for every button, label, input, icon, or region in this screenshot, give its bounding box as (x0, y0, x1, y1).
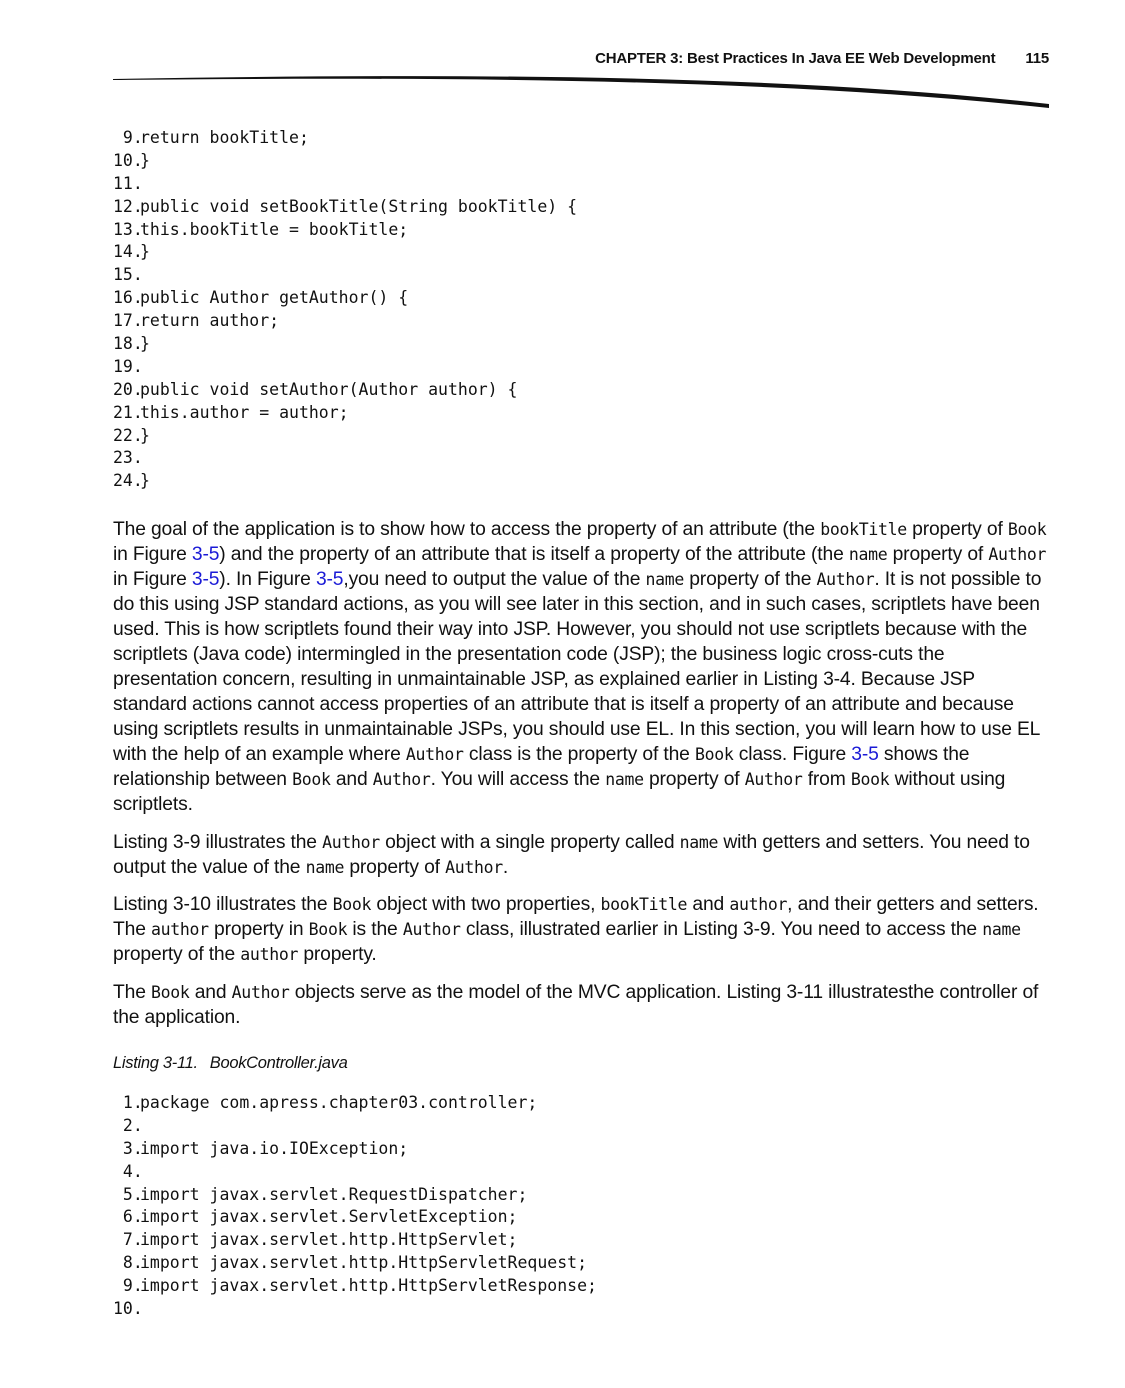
code-line (113, 470, 577, 493)
inline-code: Book (150, 983, 190, 1002)
line-number: 21. (113, 402, 143, 422)
inline-code: name (982, 920, 1021, 939)
code-text: public Author getAuthor() { (140, 288, 409, 308)
code-block-top (113, 127, 577, 493)
line-number: 7. (113, 1230, 143, 1250)
code-line (113, 1161, 597, 1184)
paragraph-text (113, 980, 1053, 1030)
code-line (113, 425, 577, 448)
text-run: in Figure (113, 544, 192, 565)
code-line (113, 310, 577, 333)
code-text: package com.apress.chapter03.controller; (140, 1093, 538, 1112)
code-line (113, 1206, 597, 1229)
code-text: import javax.servlet.ServletException; (140, 1207, 518, 1227)
inline-code: name (305, 858, 345, 877)
inline-code: name (679, 833, 719, 852)
text-run: and (687, 894, 730, 915)
inline-code: name (645, 570, 685, 589)
inline-code: Book (694, 745, 734, 764)
text-run: ,you need to output the value of the (343, 569, 646, 590)
code-text: public void setAuthor(Author author) { (140, 379, 518, 399)
inline-code: Book (332, 895, 372, 914)
body-paragraph-2 (113, 830, 1053, 880)
code-text: import javax.servlet.RequestDispatcher; (140, 1184, 528, 1204)
inline-code: Book (1007, 520, 1047, 539)
line-number: 1. (113, 1093, 143, 1112)
inline-code: Book (292, 770, 331, 789)
code-line (113, 1092, 597, 1115)
inline-code: Author (988, 545, 1047, 564)
text-run: is the (347, 919, 403, 940)
code-line (113, 241, 577, 264)
code-text: import javax.servlet.http.HttpServlet; (140, 1230, 518, 1250)
inline-code: Author (322, 833, 380, 852)
body-paragraph-1 (113, 517, 1053, 817)
code-line (113, 447, 577, 470)
inline-code: bookTitle (600, 895, 688, 914)
line-number: 10. (113, 150, 143, 170)
figure-reference-link[interactable]: 3-5 (191, 569, 220, 590)
text-run: ) and the property of an attribute that is itself a property of the attribute (the (219, 544, 849, 565)
line-number: 4. (113, 1161, 143, 1181)
line-number: 12. (113, 196, 143, 216)
code-text: this.bookTitle = bookTitle; (140, 219, 409, 239)
text-run: property of (906, 519, 1008, 540)
code-text: } (140, 471, 150, 491)
inline-code: author (150, 920, 209, 939)
line-number: 13. (113, 219, 143, 239)
code-text: } (140, 242, 150, 262)
line-number: 8. (113, 1253, 143, 1273)
code-text: import java.io.IOException; (140, 1138, 409, 1158)
text-run: ). In Figure (219, 569, 316, 590)
header-rule (0, 0, 1125, 120)
text-run: property of (643, 769, 745, 790)
code-block-bottom (113, 1092, 597, 1321)
line-number: 9. (113, 1276, 143, 1296)
code-text: } (140, 150, 150, 170)
code-line (113, 1298, 597, 1321)
code-line (113, 356, 577, 379)
paragraph-text (113, 517, 1053, 817)
line-number: 6. (113, 1207, 143, 1227)
text-run: objects serve as the model of the MVC application. Listing 3-11 illustratesthe controller of the application. (113, 982, 1039, 1028)
line-number: 23. (113, 448, 143, 468)
line-number: 2. (113, 1115, 143, 1135)
text-run: property in (208, 919, 309, 940)
line-number: 5. (113, 1184, 143, 1204)
line-number: 9. (113, 128, 143, 147)
line-number: 10. (113, 1299, 143, 1319)
figure-reference-link[interactable]: 3-5 (191, 544, 220, 565)
line-number: 11. (113, 173, 143, 193)
body-paragraph-4 (113, 980, 1053, 1030)
text-run: shows the relationship between (113, 744, 970, 790)
code-line (113, 1184, 597, 1207)
text-run: from (802, 769, 851, 790)
text-run: The goal of the application is to show how to access the property of an attribute (the (113, 519, 821, 540)
code-line (113, 1252, 597, 1275)
code-text: return author; (140, 311, 280, 331)
text-run: . You will access the (430, 769, 606, 790)
text-run: Listing 3-9 illustrates the (113, 832, 323, 853)
text-run: and (189, 982, 232, 1003)
inline-code: name (848, 545, 888, 564)
inline-code: Author (402, 920, 461, 939)
text-run: class, illustrated earlier in Listing 3-9. You need to access the (460, 919, 983, 940)
inline-code: name (605, 770, 644, 789)
code-line (113, 1138, 597, 1161)
line-number: 15. (113, 265, 143, 285)
line-number: 14. (113, 242, 143, 262)
paragraph-text (113, 830, 1053, 880)
inline-code: bookTitle (820, 520, 907, 539)
code-line (113, 1229, 597, 1252)
code-line (113, 173, 577, 196)
text-run: property. (298, 944, 377, 965)
code-text: return bookTitle; (140, 128, 309, 147)
figure-reference-link[interactable]: 3-5 (851, 744, 879, 765)
text-run: class is the property of the (463, 744, 695, 765)
text-run: Listing 3-10 illustrates the (113, 894, 333, 915)
code-text: } (140, 334, 150, 354)
line-number: 19. (113, 356, 143, 376)
inline-code: Book (308, 920, 348, 939)
text-run: without using scriptlets. (113, 769, 1006, 815)
text-run: . It is not possible to do this using JSP standard actions, as you will see later in this section, and in such cases, scriptlets have been used. This is how scriptlets found their way into JSP. However, you should not use scriptlets because with the scriptlets (Java code) intermingled in the presentation code (JSP); the business logic cross-cuts the presentation concern, resulting in unmaintainable JSP, as explained earlier in Listing 3-4. Because JSP standard actions cannot access properties of an attribute that is itself a property of an attribute and because using scriptlets results in unmaintainable JSPs, you should use EL. In this section, you will learn how to use EL with the help of an example where (113, 569, 1042, 765)
code-line (113, 127, 577, 150)
text-run: object with a single property called (379, 832, 680, 853)
listing-title: BookController.java (209, 1054, 348, 1072)
line-number: 20. (113, 379, 143, 399)
code-text: import javax.servlet.http.HttpServletResponse; (140, 1276, 597, 1296)
code-line (113, 219, 577, 242)
code-text: public void setBookTitle(String bookTitle) { (140, 196, 578, 216)
line-number: 22. (113, 425, 143, 445)
paragraph-text (113, 892, 1053, 967)
line-number: 24. (113, 471, 143, 491)
inline-code: Author (405, 745, 464, 764)
text-run: property of (887, 544, 989, 565)
text-run: object with two properties, (371, 894, 601, 915)
inline-code: Author (816, 570, 875, 589)
text-run: . (502, 857, 509, 878)
listing-label: Listing 3-11. (113, 1054, 198, 1072)
code-line (113, 196, 577, 219)
chapter-title: CHAPTER 3: Best Practices In Java EE Web Development (595, 50, 996, 67)
line-number: 17. (113, 311, 143, 331)
text-run: property of the (684, 569, 817, 590)
code-line (113, 402, 577, 425)
inline-code: author (729, 895, 788, 914)
code-line (113, 333, 577, 356)
text-run: property of (344, 857, 446, 878)
code-line (113, 1275, 597, 1298)
code-text: this.author = author; (140, 402, 349, 422)
code-line (113, 264, 577, 287)
code-line (113, 379, 577, 402)
code-line (113, 150, 577, 173)
body-paragraph-3 (113, 892, 1053, 967)
figure-reference-link[interactable]: 3-5 (315, 569, 344, 590)
inline-code: Book (850, 770, 890, 789)
code-text: import javax.servlet.http.HttpServletRequest; (140, 1253, 588, 1273)
line-number: 3. (113, 1138, 143, 1158)
page-number: 115 (1025, 50, 1049, 67)
inline-code: Author (744, 770, 803, 789)
inline-code: Author (372, 770, 431, 789)
listing-caption (113, 1054, 347, 1073)
code-line (113, 1115, 597, 1138)
code-text: } (140, 425, 150, 445)
line-number: 18. (113, 334, 143, 354)
text-run: in Figure (113, 569, 192, 590)
text-run: property of the (113, 944, 241, 965)
inline-code: Author (231, 983, 290, 1002)
text-run: The (113, 982, 151, 1003)
inline-code: author (240, 945, 299, 964)
line-number: 16. (113, 288, 143, 308)
text-run: , and their getters and setters. The (113, 894, 1039, 940)
code-line (113, 287, 577, 310)
text-run: class. Figure (733, 744, 852, 765)
text-run: with getters and setters. You need to output the value of the (113, 832, 1030, 878)
text-run: and (330, 769, 373, 790)
inline-code: Author (445, 858, 503, 877)
